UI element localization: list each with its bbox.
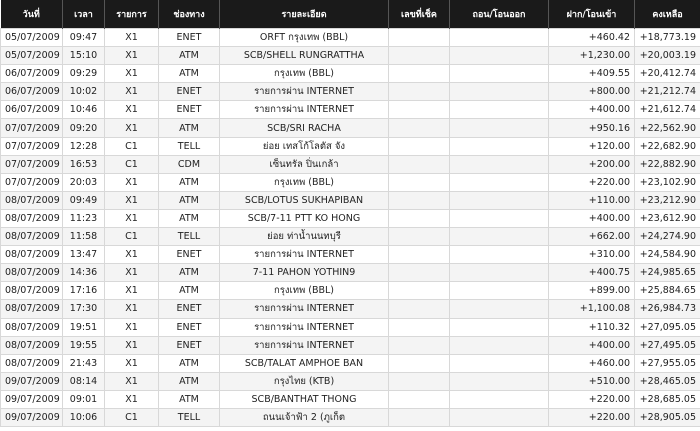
- cell-deposit: +220.00: [549, 408, 635, 426]
- cell-channel: ATM: [159, 354, 220, 372]
- cell-balance: +26,984.73: [635, 300, 700, 318]
- cell-cheque: [389, 408, 450, 426]
- cell-detail: เซ็นทรัล ปิ่นเกล้า: [220, 155, 389, 173]
- cell-deposit: +510.00: [549, 372, 635, 390]
- cell-deposit: +200.00: [549, 155, 635, 173]
- cell-time: 14:36: [63, 264, 105, 282]
- cell-item: X1: [105, 83, 159, 101]
- cell-date: 07/07/2009: [1, 119, 63, 137]
- cell-channel: ENET: [159, 318, 220, 336]
- cell-withdraw: [450, 336, 549, 354]
- cell-balance: +23,102.90: [635, 173, 700, 191]
- cell-date: 08/07/2009: [1, 354, 63, 372]
- cell-time: 13:47: [63, 246, 105, 264]
- cell-date: 07/07/2009: [1, 137, 63, 155]
- cell-withdraw: [450, 29, 549, 47]
- cell-channel: ATM: [159, 119, 220, 137]
- cell-deposit: +400.00: [549, 209, 635, 227]
- cell-balance: +22,682.90: [635, 137, 700, 155]
- cell-cheque: [389, 83, 450, 101]
- cell-detail: SCB/TALAT AMPHOE BAN: [220, 354, 389, 372]
- cell-cheque: [389, 191, 450, 209]
- cell-withdraw: [450, 318, 549, 336]
- cell-cheque: [389, 336, 450, 354]
- cell-time: 10:02: [63, 83, 105, 101]
- cell-date: 09/07/2009: [1, 408, 63, 426]
- cell-balance: +28,465.05: [635, 372, 700, 390]
- cell-deposit: +120.00: [549, 137, 635, 155]
- cell-date: 08/07/2009: [1, 264, 63, 282]
- cell-withdraw: [450, 155, 549, 173]
- header-balance: คงเหลือ: [635, 0, 700, 29]
- table-row: [1, 354, 700, 372]
- cell-time: 21:43: [63, 354, 105, 372]
- cell-withdraw: [450, 408, 549, 426]
- cell-cheque: [389, 300, 450, 318]
- cell-detail: ORFT กรุงเทพ (BBL): [220, 29, 389, 47]
- table-row: [1, 264, 700, 282]
- header-deposit: ฝาก/โอนเข้า: [549, 0, 635, 29]
- cell-detail: ย่อย เทสโก้โลตัส จัง: [220, 137, 389, 155]
- cell-channel: ENET: [159, 101, 220, 119]
- table-row: [1, 282, 700, 300]
- cell-date: 06/07/2009: [1, 83, 63, 101]
- cell-item: X1: [105, 246, 159, 264]
- cell-date: 09/07/2009: [1, 390, 63, 408]
- cell-cheque: [389, 29, 450, 47]
- cell-cheque: [389, 47, 450, 65]
- cell-date: 08/07/2009: [1, 318, 63, 336]
- cell-withdraw: [450, 173, 549, 191]
- header-cheque: เลขที่เช็ค: [389, 0, 450, 29]
- cell-date: 08/07/2009: [1, 282, 63, 300]
- cell-detail: รายการผ่าน INTERNET: [220, 101, 389, 119]
- cell-cheque: [389, 173, 450, 191]
- cell-channel: ATM: [159, 390, 220, 408]
- cell-time: 10:06: [63, 408, 105, 426]
- table-row: [1, 336, 700, 354]
- table-row: [1, 300, 700, 318]
- header-item: รายการ: [105, 0, 159, 29]
- cell-item: X1: [105, 47, 159, 65]
- cell-time: 08:14: [63, 372, 105, 390]
- table-row: [1, 47, 700, 65]
- cell-channel: ATM: [159, 191, 220, 209]
- cell-time: 09:01: [63, 390, 105, 408]
- cell-deposit: +460.00: [549, 354, 635, 372]
- cell-detail: SCB/BANTHAT THONG: [220, 390, 389, 408]
- cell-item: C1: [105, 155, 159, 173]
- cell-balance: +22,882.90: [635, 155, 700, 173]
- table-row: [1, 191, 700, 209]
- table-row: [1, 390, 700, 408]
- cell-balance: +18,773.19: [635, 29, 700, 47]
- cell-withdraw: [450, 246, 549, 264]
- cell-detail: รายการผ่าน INTERNET: [220, 300, 389, 318]
- cell-date: 05/07/2009: [1, 47, 63, 65]
- table-row: [1, 119, 700, 137]
- cell-detail: SCB/SHELL RUNGRATTHA: [220, 47, 389, 65]
- cell-deposit: +1,230.00: [549, 47, 635, 65]
- cell-date: 05/07/2009: [1, 29, 63, 47]
- cell-time: 12:28: [63, 137, 105, 155]
- cell-balance: +27,495.05: [635, 336, 700, 354]
- cell-balance: +24,274.90: [635, 228, 700, 246]
- cell-deposit: +110.32: [549, 318, 635, 336]
- cell-detail: SCB/SRI RACHA: [220, 119, 389, 137]
- cell-item: X1: [105, 372, 159, 390]
- cell-withdraw: [450, 209, 549, 227]
- cell-withdraw: [450, 47, 549, 65]
- cell-cheque: [389, 101, 450, 119]
- cell-date: 08/07/2009: [1, 209, 63, 227]
- cell-withdraw: [450, 282, 549, 300]
- table-row: [1, 209, 700, 227]
- cell-deposit: +400.00: [549, 336, 635, 354]
- cell-date: 07/07/2009: [1, 155, 63, 173]
- cell-channel: ATM: [159, 173, 220, 191]
- cell-balance: +25,884.65: [635, 282, 700, 300]
- cell-withdraw: [450, 372, 549, 390]
- cell-item: X1: [105, 65, 159, 83]
- cell-cheque: [389, 246, 450, 264]
- cell-detail: รายการผ่าน INTERNET: [220, 246, 389, 264]
- header-channel: ช่องทาง: [159, 0, 220, 29]
- cell-deposit: +950.16: [549, 119, 635, 137]
- cell-date: 09/07/2009: [1, 372, 63, 390]
- cell-time: 11:58: [63, 228, 105, 246]
- cell-time: 11:23: [63, 209, 105, 227]
- cell-withdraw: [450, 264, 549, 282]
- cell-withdraw: [450, 390, 549, 408]
- cell-withdraw: [450, 300, 549, 318]
- table-row: [1, 173, 700, 191]
- cell-deposit: +400.00: [549, 101, 635, 119]
- cell-detail: SCB/7-11 PTT KO HONG: [220, 209, 389, 227]
- cell-detail: กรุงไทย (KTB): [220, 372, 389, 390]
- cell-balance: +20,003.19: [635, 47, 700, 65]
- cell-channel: ENET: [159, 300, 220, 318]
- cell-channel: ATM: [159, 372, 220, 390]
- cell-deposit: +409.55: [549, 65, 635, 83]
- cell-deposit: +220.00: [549, 173, 635, 191]
- cell-cheque: [389, 155, 450, 173]
- cell-detail: กรุงเทพ (BBL): [220, 65, 389, 83]
- cell-deposit: +899.00: [549, 282, 635, 300]
- cell-withdraw: [450, 83, 549, 101]
- cell-date: 07/07/2009: [1, 173, 63, 191]
- cell-channel: TELL: [159, 228, 220, 246]
- cell-cheque: [389, 282, 450, 300]
- cell-balance: +20,412.74: [635, 65, 700, 83]
- cell-time: 20:03: [63, 173, 105, 191]
- cell-deposit: +460.42: [549, 29, 635, 47]
- cell-item: X1: [105, 390, 159, 408]
- cell-time: 09:49: [63, 191, 105, 209]
- header-row: [1, 0, 700, 29]
- table-row: [1, 65, 700, 83]
- cell-withdraw: [450, 101, 549, 119]
- header-date: วันที่: [1, 0, 63, 29]
- cell-channel: ATM: [159, 47, 220, 65]
- table-row: [1, 246, 700, 264]
- cell-time: 09:29: [63, 65, 105, 83]
- cell-cheque: [389, 390, 450, 408]
- header-time: เวลา: [63, 0, 105, 29]
- cell-detail: รายการผ่าน INTERNET: [220, 318, 389, 336]
- cell-deposit: +310.00: [549, 246, 635, 264]
- cell-withdraw: [450, 137, 549, 155]
- cell-withdraw: [450, 354, 549, 372]
- cell-cheque: [389, 372, 450, 390]
- cell-item: X1: [105, 300, 159, 318]
- cell-channel: ENET: [159, 83, 220, 101]
- cell-item: X1: [105, 209, 159, 227]
- cell-channel: ENET: [159, 29, 220, 47]
- cell-balance: +28,685.05: [635, 390, 700, 408]
- cell-detail: รายการผ่าน INTERNET: [220, 336, 389, 354]
- table-row: [1, 29, 700, 47]
- cell-item: X1: [105, 264, 159, 282]
- cell-detail: 7-11 PAHON YOTHIN9: [220, 264, 389, 282]
- table-row: [1, 101, 700, 119]
- cell-item: C1: [105, 408, 159, 426]
- cell-date: 06/07/2009: [1, 65, 63, 83]
- cell-withdraw: [450, 191, 549, 209]
- cell-item: X1: [105, 282, 159, 300]
- cell-withdraw: [450, 65, 549, 83]
- cell-cheque: [389, 354, 450, 372]
- cell-cheque: [389, 228, 450, 246]
- cell-balance: +27,955.05: [635, 354, 700, 372]
- cell-balance: +22,562.90: [635, 119, 700, 137]
- cell-deposit: +1,100.08: [549, 300, 635, 318]
- cell-channel: ATM: [159, 209, 220, 227]
- cell-time: 19:51: [63, 318, 105, 336]
- cell-detail: ถนนเจ้าฟ้า 2 (ภูเก็ต: [220, 408, 389, 426]
- cell-time: 09:47: [63, 29, 105, 47]
- cell-detail: กรุงเทพ (BBL): [220, 282, 389, 300]
- cell-deposit: +400.75: [549, 264, 635, 282]
- cell-time: 09:20: [63, 119, 105, 137]
- cell-item: C1: [105, 228, 159, 246]
- cell-channel: TELL: [159, 137, 220, 155]
- cell-date: 08/07/2009: [1, 191, 63, 209]
- cell-item: X1: [105, 173, 159, 191]
- cell-detail: กรุงเทพ (BBL): [220, 173, 389, 191]
- cell-channel: TELL: [159, 408, 220, 426]
- header-detail: รายละเอียด: [220, 0, 389, 29]
- cell-item: X1: [105, 336, 159, 354]
- cell-item: X1: [105, 354, 159, 372]
- cell-date: 08/07/2009: [1, 246, 63, 264]
- cell-time: 19:55: [63, 336, 105, 354]
- cell-item: X1: [105, 191, 159, 209]
- cell-time: 10:46: [63, 101, 105, 119]
- cell-time: 16:53: [63, 155, 105, 173]
- cell-balance: +21,612.74: [635, 101, 700, 119]
- cell-deposit: +800.00: [549, 83, 635, 101]
- cell-deposit: +662.00: [549, 228, 635, 246]
- cell-channel: CDM: [159, 155, 220, 173]
- cell-balance: +24,985.65: [635, 264, 700, 282]
- cell-time: 17:30: [63, 300, 105, 318]
- cell-item: X1: [105, 29, 159, 47]
- cell-channel: ATM: [159, 264, 220, 282]
- cell-cheque: [389, 318, 450, 336]
- cell-time: 17:16: [63, 282, 105, 300]
- cell-balance: +24,584.90: [635, 246, 700, 264]
- table-row: [1, 372, 700, 390]
- cell-deposit: +110.00: [549, 191, 635, 209]
- cell-item: C1: [105, 137, 159, 155]
- cell-item: X1: [105, 119, 159, 137]
- cell-channel: ATM: [159, 65, 220, 83]
- cell-balance: +28,905.05: [635, 408, 700, 426]
- cell-cheque: [389, 209, 450, 227]
- cell-detail: SCB/LOTUS SUKHAPIBAN: [220, 191, 389, 209]
- cell-channel: ENET: [159, 336, 220, 354]
- cell-cheque: [389, 65, 450, 83]
- cell-cheque: [389, 264, 450, 282]
- cell-item: X1: [105, 101, 159, 119]
- cell-cheque: [389, 137, 450, 155]
- cell-channel: ATM: [159, 282, 220, 300]
- cell-detail: ย่อย ท่าน้ำนนทบุรี: [220, 228, 389, 246]
- cell-withdraw: [450, 228, 549, 246]
- table-row: [1, 155, 700, 173]
- cell-cheque: [389, 119, 450, 137]
- table-row: [1, 137, 700, 155]
- cell-balance: +23,212.90: [635, 191, 700, 209]
- cell-balance: +21,212.74: [635, 83, 700, 101]
- cell-item: X1: [105, 318, 159, 336]
- cell-date: 08/07/2009: [1, 300, 63, 318]
- cell-date: 08/07/2009: [1, 228, 63, 246]
- cell-time: 15:10: [63, 47, 105, 65]
- cell-date: 06/07/2009: [1, 101, 63, 119]
- cell-date: 08/07/2009: [1, 336, 63, 354]
- table-row: [1, 318, 700, 336]
- table-row: [1, 408, 700, 426]
- cell-withdraw: [450, 119, 549, 137]
- cell-deposit: +220.00: [549, 390, 635, 408]
- header-withdraw: ถอน/โอนออก: [450, 0, 549, 29]
- cell-channel: ENET: [159, 246, 220, 264]
- table-row: [1, 228, 700, 246]
- cell-balance: +27,095.05: [635, 318, 700, 336]
- table-row: [1, 83, 700, 101]
- table-body: [1, 29, 700, 427]
- cell-detail: รายการผ่าน INTERNET: [220, 83, 389, 101]
- cell-balance: +23,612.90: [635, 209, 700, 227]
